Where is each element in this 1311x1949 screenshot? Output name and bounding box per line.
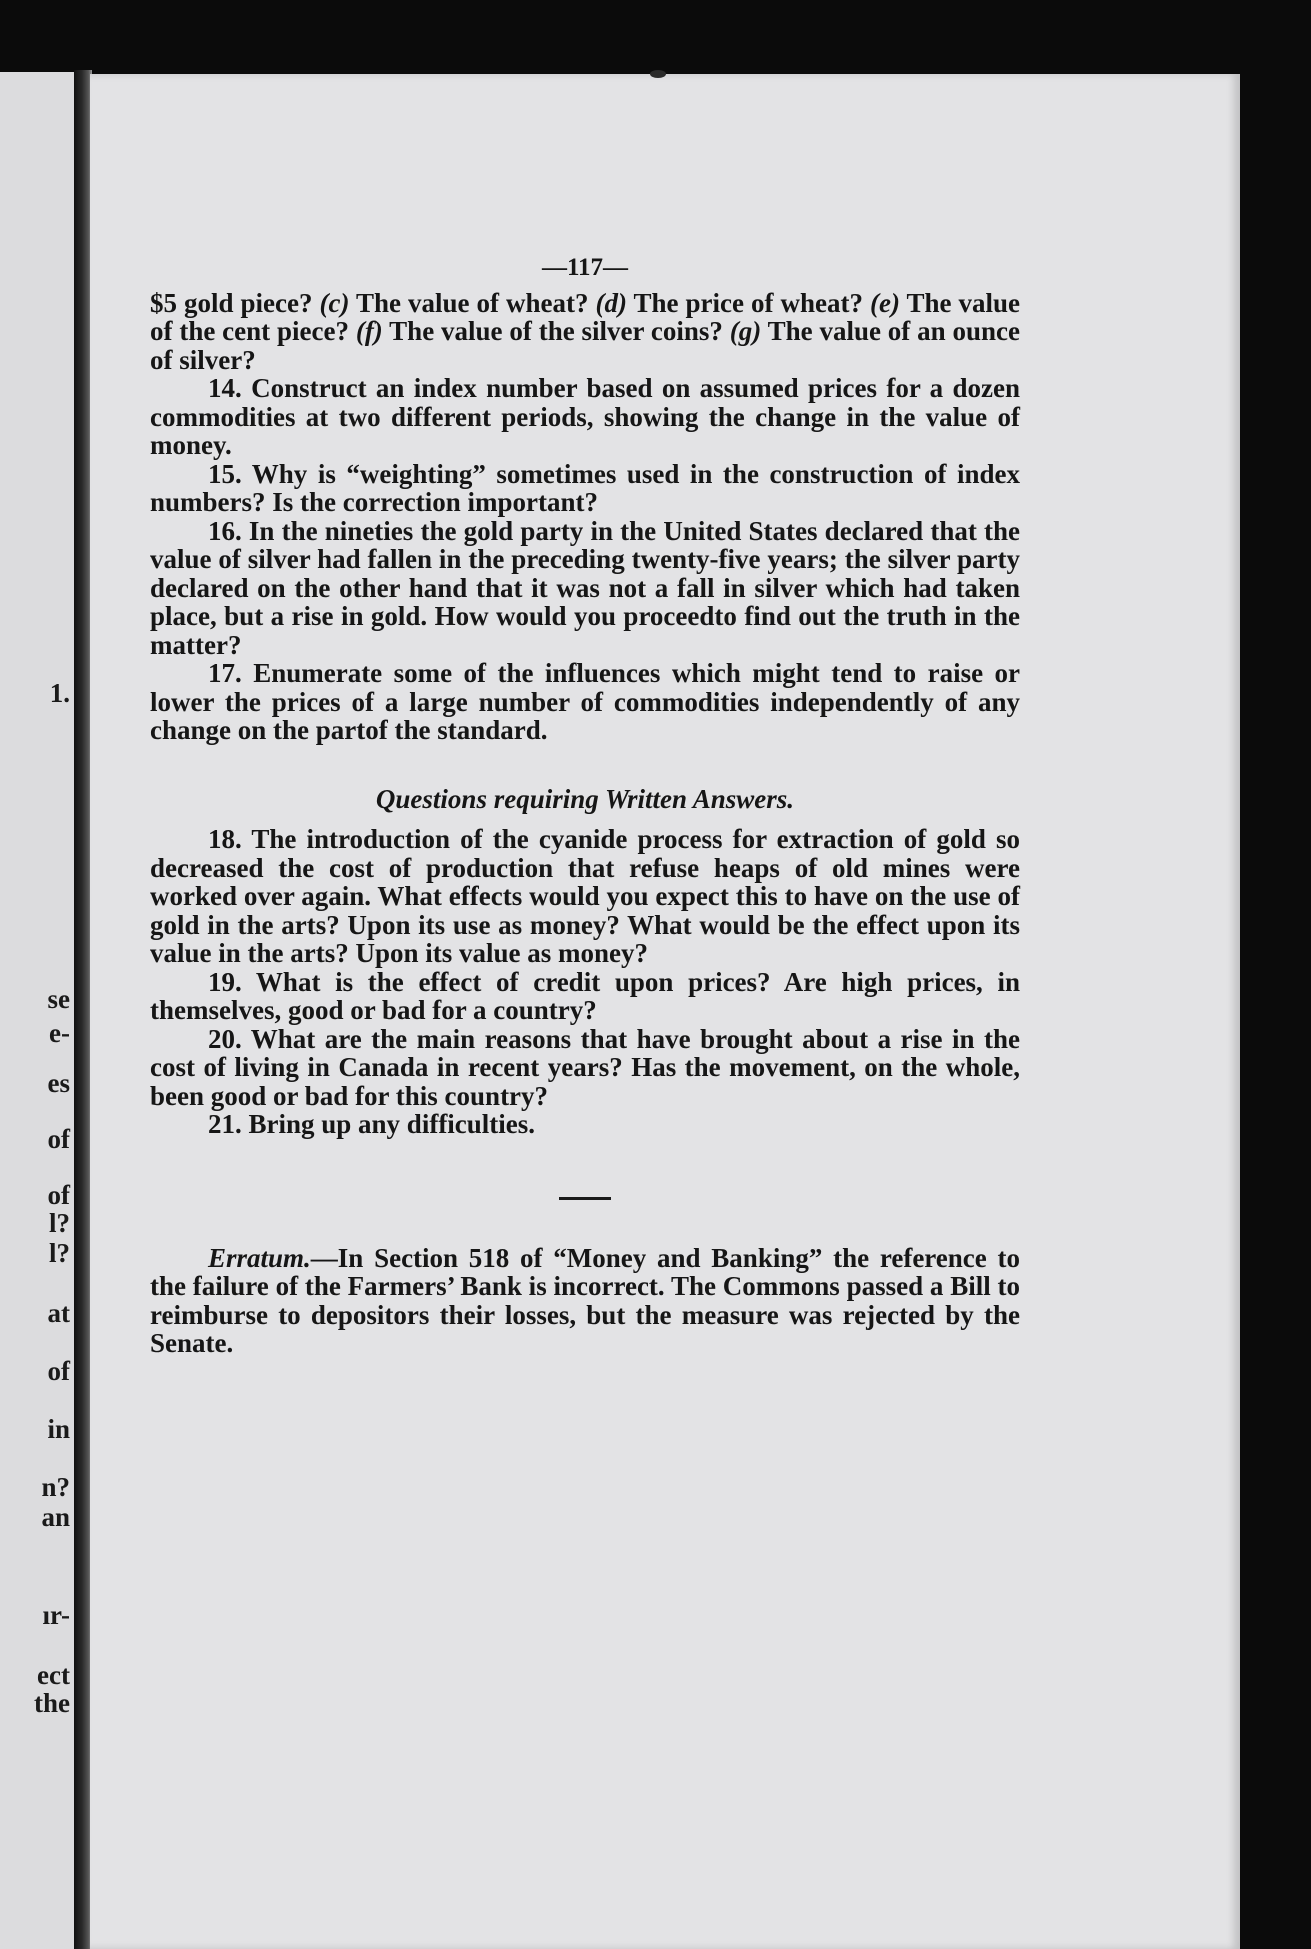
item-label: (e)	[870, 287, 900, 318]
prev-fragment: of	[47, 1124, 70, 1154]
question-16: 16. In the nineties the gold party in the United States declared that the value of silver had fallen in the preceding twenty-five years; the silver party declared on the other hand that it was not a fall in silver which had taken place, but a rise in gold. How would you proceedto find out the truth in the matter?	[150, 515, 1020, 660]
prev-fragment: at	[47, 1298, 70, 1328]
prev-fragment: 1.	[49, 678, 70, 708]
item-label: (d)	[595, 287, 628, 318]
question-18: 18. The introduction of the cyanide process for extraction of gold so decreased the cost of production that refuse heaps of old mines were worked over again. What effects would you expect this to have on the use of gold in the arts? Upon its use as money? What would be the effect upon its value in the arts? Upon its value as money?	[150, 824, 1020, 968]
item-label: (c)	[319, 287, 350, 318]
text-segment: The price of wheat?	[633, 287, 863, 318]
scan-speck	[650, 70, 666, 78]
prev-fragment: in	[47, 1414, 70, 1444]
book-page	[90, 74, 1240, 1949]
page-number: —117—	[541, 254, 629, 281]
question-17: 17. Enumerate some of the influences which might tend to raise or lower the prices of a large number of commodities independently of any change on the partof the standard.	[150, 658, 1020, 745]
page-content	[150, 254, 1020, 1358]
erratum-label: Erratum.	[208, 1242, 311, 1273]
prev-fragment: ır-	[42, 1600, 70, 1630]
prev-fragment: e-	[49, 1018, 70, 1048]
previous-page-edge	[0, 72, 78, 1949]
prev-fragment: an	[41, 1502, 70, 1532]
question-14: 14. Construct an index number based on assumed prices for a dozen commodities at two different periods, showing the change in the value of money.	[150, 373, 1020, 460]
text-segment: The value of an ounce of silver?	[150, 316, 1021, 375]
text-segment: The value of the cent piece?	[150, 287, 1021, 346]
question-13-continuation	[150, 289, 1020, 375]
question-20: 20. What are the main reasons that have brought about a rise in the cost of living in Canada in recent years? Has the movement, on the whole, been good or bad for this country?	[150, 1023, 1020, 1111]
erratum-text: —In Section 518 of “Money and Banking” the reference to the failure of the Farmers’ Bank is incorrect. The Commons passed a Bill to reimburse to depositors their losses, but the measure was rejected by the Senate.	[150, 1242, 1020, 1358]
prev-fragment: es	[47, 1068, 70, 1098]
prev-fragment: se	[47, 984, 70, 1014]
item-label: (f)	[355, 316, 383, 346]
prev-fragment: l?	[48, 1208, 70, 1238]
prev-fragment: of	[47, 1356, 70, 1386]
prev-fragment: the	[34, 1688, 70, 1718]
question-21: 21. Bring up any difficulties.	[208, 1109, 536, 1139]
item-label: (g)	[729, 316, 762, 346]
prev-fragment: ect	[37, 1660, 70, 1690]
erratum-note	[150, 1244, 1020, 1358]
text-segment: The value of wheat?	[356, 287, 589, 318]
question-15: 15. Why is “weighting” sometimes used in the construction of index numbers? Is the correction important?	[150, 458, 1020, 517]
section-heading: Questions requiring Written Answers.	[375, 783, 795, 814]
prev-fragment: n?	[41, 1472, 70, 1502]
text-segment: The value of the silver coins?	[389, 316, 723, 346]
section-divider	[559, 1197, 611, 1200]
text-segment: $5 gold piece?	[150, 287, 313, 318]
prev-fragment: l?	[48, 1238, 70, 1268]
prev-fragment: of	[47, 1180, 70, 1210]
question-19: 19. What is the effect of credit upon prices? Are high prices, in themselves, good or bad for a country?	[150, 966, 1020, 1025]
